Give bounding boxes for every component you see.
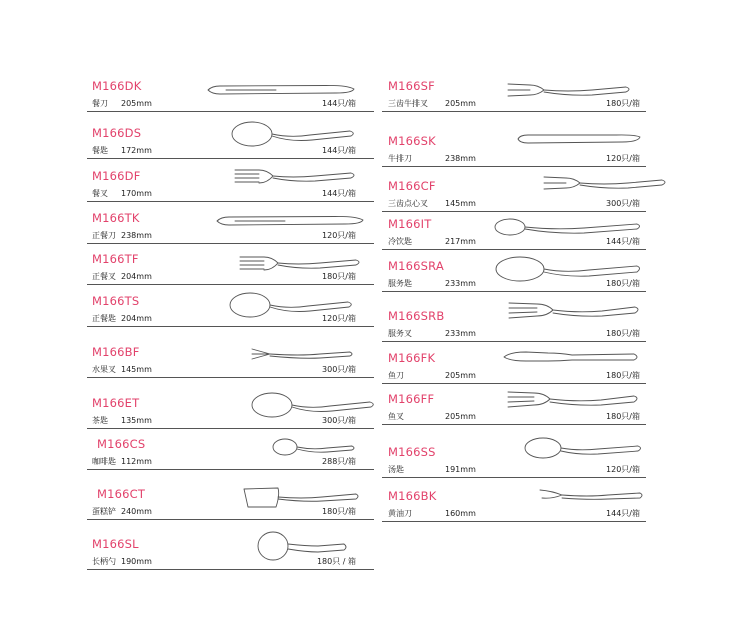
product-name: 三齿点心叉 — [388, 199, 428, 208]
product-code: M166TK — [92, 211, 140, 225]
serving-spoon-icon — [494, 255, 642, 285]
product-length: 233mm — [445, 279, 476, 288]
product-length: 217mm — [445, 237, 476, 246]
product-length: 238mm — [445, 154, 476, 163]
pack-quantity: 144只/箱 — [322, 99, 356, 108]
pack-quantity: 180只/箱 — [322, 507, 356, 516]
product-length: 191mm — [445, 465, 476, 474]
row-divider — [87, 326, 374, 327]
product-length: 145mm — [121, 365, 152, 374]
small-spoon-icon — [272, 438, 356, 458]
product-code: M166ET — [92, 396, 140, 410]
row-divider — [87, 519, 374, 520]
product-code: M166SS — [388, 445, 436, 459]
product-name: 黄油刀 — [388, 509, 412, 518]
product-length: 190mm — [121, 557, 152, 566]
product-length: 205mm — [445, 412, 476, 421]
product-name: 正餐匙 — [92, 314, 116, 323]
fork-icon — [233, 166, 357, 188]
product-code: M166SL — [92, 537, 139, 551]
row-divider — [87, 111, 374, 112]
row-divider — [87, 158, 374, 159]
row-divider — [382, 111, 646, 112]
row-divider — [382, 521, 646, 522]
product-length: 205mm — [121, 99, 152, 108]
product-length: 233mm — [445, 329, 476, 338]
pack-quantity: 144只/箱 — [322, 189, 356, 198]
product-name: 鱼叉 — [388, 412, 404, 421]
row-divider — [382, 211, 646, 212]
spoon-icon — [228, 291, 353, 321]
product-code: M166DS — [92, 126, 142, 140]
long-spoon-icon — [494, 217, 642, 239]
butter-knife-icon — [538, 487, 644, 503]
knife-icon — [215, 214, 365, 228]
product-code: M166SF — [388, 79, 435, 93]
row-divider — [87, 569, 374, 570]
spoon-icon — [230, 120, 355, 150]
spoon-icon — [250, 391, 375, 421]
product-code: M166DK — [92, 79, 142, 93]
product-length: 205mm — [445, 371, 476, 380]
product-length: 240mm — [121, 507, 152, 516]
product-name: 服务匙 — [388, 279, 412, 288]
three-prong-fork-icon — [506, 80, 632, 102]
pack-quantity: 180只/箱 — [606, 99, 640, 108]
product-length: 112mm — [121, 457, 152, 466]
pack-quantity: 180只/箱 — [606, 412, 640, 421]
product-code: M166SRA — [388, 259, 444, 273]
product-name: 正餐叉 — [92, 272, 116, 281]
product-code: M166BK — [388, 489, 437, 503]
pack-quantity: 300只/箱 — [322, 416, 356, 425]
pack-quantity: 180只/箱 — [606, 329, 640, 338]
ladle-icon — [256, 530, 348, 564]
product-code: M166BF — [92, 345, 140, 359]
product-name: 汤匙 — [388, 465, 404, 474]
product-name: 蛋糕铲 — [92, 507, 116, 516]
cake-server-icon — [242, 485, 360, 513]
product-name: 餐匙 — [92, 146, 108, 155]
pack-quantity: 300只/箱 — [606, 199, 640, 208]
product-name: 长柄勺 — [92, 557, 116, 566]
pack-quantity: 120只/箱 — [322, 231, 356, 240]
pack-quantity: 288只/箱 — [322, 457, 356, 466]
row-divider — [87, 243, 374, 244]
three-prong-fork-icon — [542, 173, 668, 195]
product-length: 172mm — [121, 146, 152, 155]
pack-quantity: 180只/箱 — [606, 371, 640, 380]
row-divider — [87, 377, 374, 378]
fruit-fork-icon — [250, 345, 354, 363]
product-code: M166TS — [92, 294, 140, 308]
fork-icon — [238, 253, 362, 275]
product-length: 135mm — [121, 416, 152, 425]
pack-quantity: 144只/箱 — [606, 237, 640, 246]
serving-fork-icon — [507, 299, 641, 325]
row-divider — [382, 166, 646, 167]
product-length: 238mm — [121, 231, 152, 240]
product-name: 正餐刀 — [92, 231, 116, 240]
product-code: M166CS — [97, 437, 146, 451]
product-code: M166DF — [92, 169, 141, 183]
row-divider — [382, 477, 646, 478]
product-code: M166SRB — [388, 309, 445, 323]
product-length: 204mm — [121, 314, 152, 323]
product-name: 服务叉 — [388, 329, 412, 338]
product-code: M166CF — [388, 179, 436, 193]
product-length: 160mm — [445, 509, 476, 518]
product-name: 三齿牛排叉 — [388, 99, 428, 108]
pack-quantity: 300只/箱 — [322, 365, 356, 374]
product-code: M166SK — [388, 134, 436, 148]
product-name: 鱼刀 — [388, 371, 404, 380]
row-divider — [87, 201, 374, 202]
product-name: 茶匙 — [92, 416, 108, 425]
product-name: 冷饮匙 — [388, 237, 412, 246]
product-name: 咖啡匙 — [92, 457, 116, 466]
product-code: M166TF — [92, 252, 139, 266]
pack-quantity: 180只 / 箱 — [316, 557, 356, 566]
fish-fork-icon — [506, 387, 640, 413]
pack-quantity: 180只/箱 — [322, 272, 356, 281]
row-divider — [382, 341, 646, 342]
product-name: 牛排刀 — [388, 154, 412, 163]
product-code: M166FK — [388, 351, 436, 365]
row-divider — [87, 469, 374, 470]
row-divider — [382, 249, 646, 250]
pack-quantity: 144只/箱 — [606, 509, 640, 518]
product-name: 水果叉 — [92, 365, 116, 374]
product-code: M166IT — [388, 217, 432, 231]
product-name: 餐叉 — [92, 189, 108, 198]
pack-quantity: 120只/箱 — [606, 465, 640, 474]
pack-quantity: 144只/箱 — [322, 146, 356, 155]
pack-quantity: 120只/箱 — [322, 314, 356, 323]
row-divider — [382, 383, 646, 384]
product-code: M166CT — [97, 487, 146, 501]
product-length: 145mm — [445, 199, 476, 208]
row-divider — [87, 284, 374, 285]
soup-spoon-icon — [523, 436, 643, 462]
product-length: 170mm — [121, 189, 152, 198]
row-divider — [382, 424, 646, 425]
pack-quantity: 120只/箱 — [606, 154, 640, 163]
fish-knife-icon — [502, 349, 640, 365]
product-code: M166FF — [388, 392, 435, 406]
product-name: 餐刀 — [92, 99, 108, 108]
product-length: 205mm — [445, 99, 476, 108]
pack-quantity: 180只/箱 — [606, 279, 640, 288]
row-divider — [87, 428, 374, 429]
product-length: 204mm — [121, 272, 152, 281]
knife-icon — [206, 83, 356, 97]
steak-knife-icon — [516, 133, 642, 145]
row-divider — [382, 291, 646, 292]
